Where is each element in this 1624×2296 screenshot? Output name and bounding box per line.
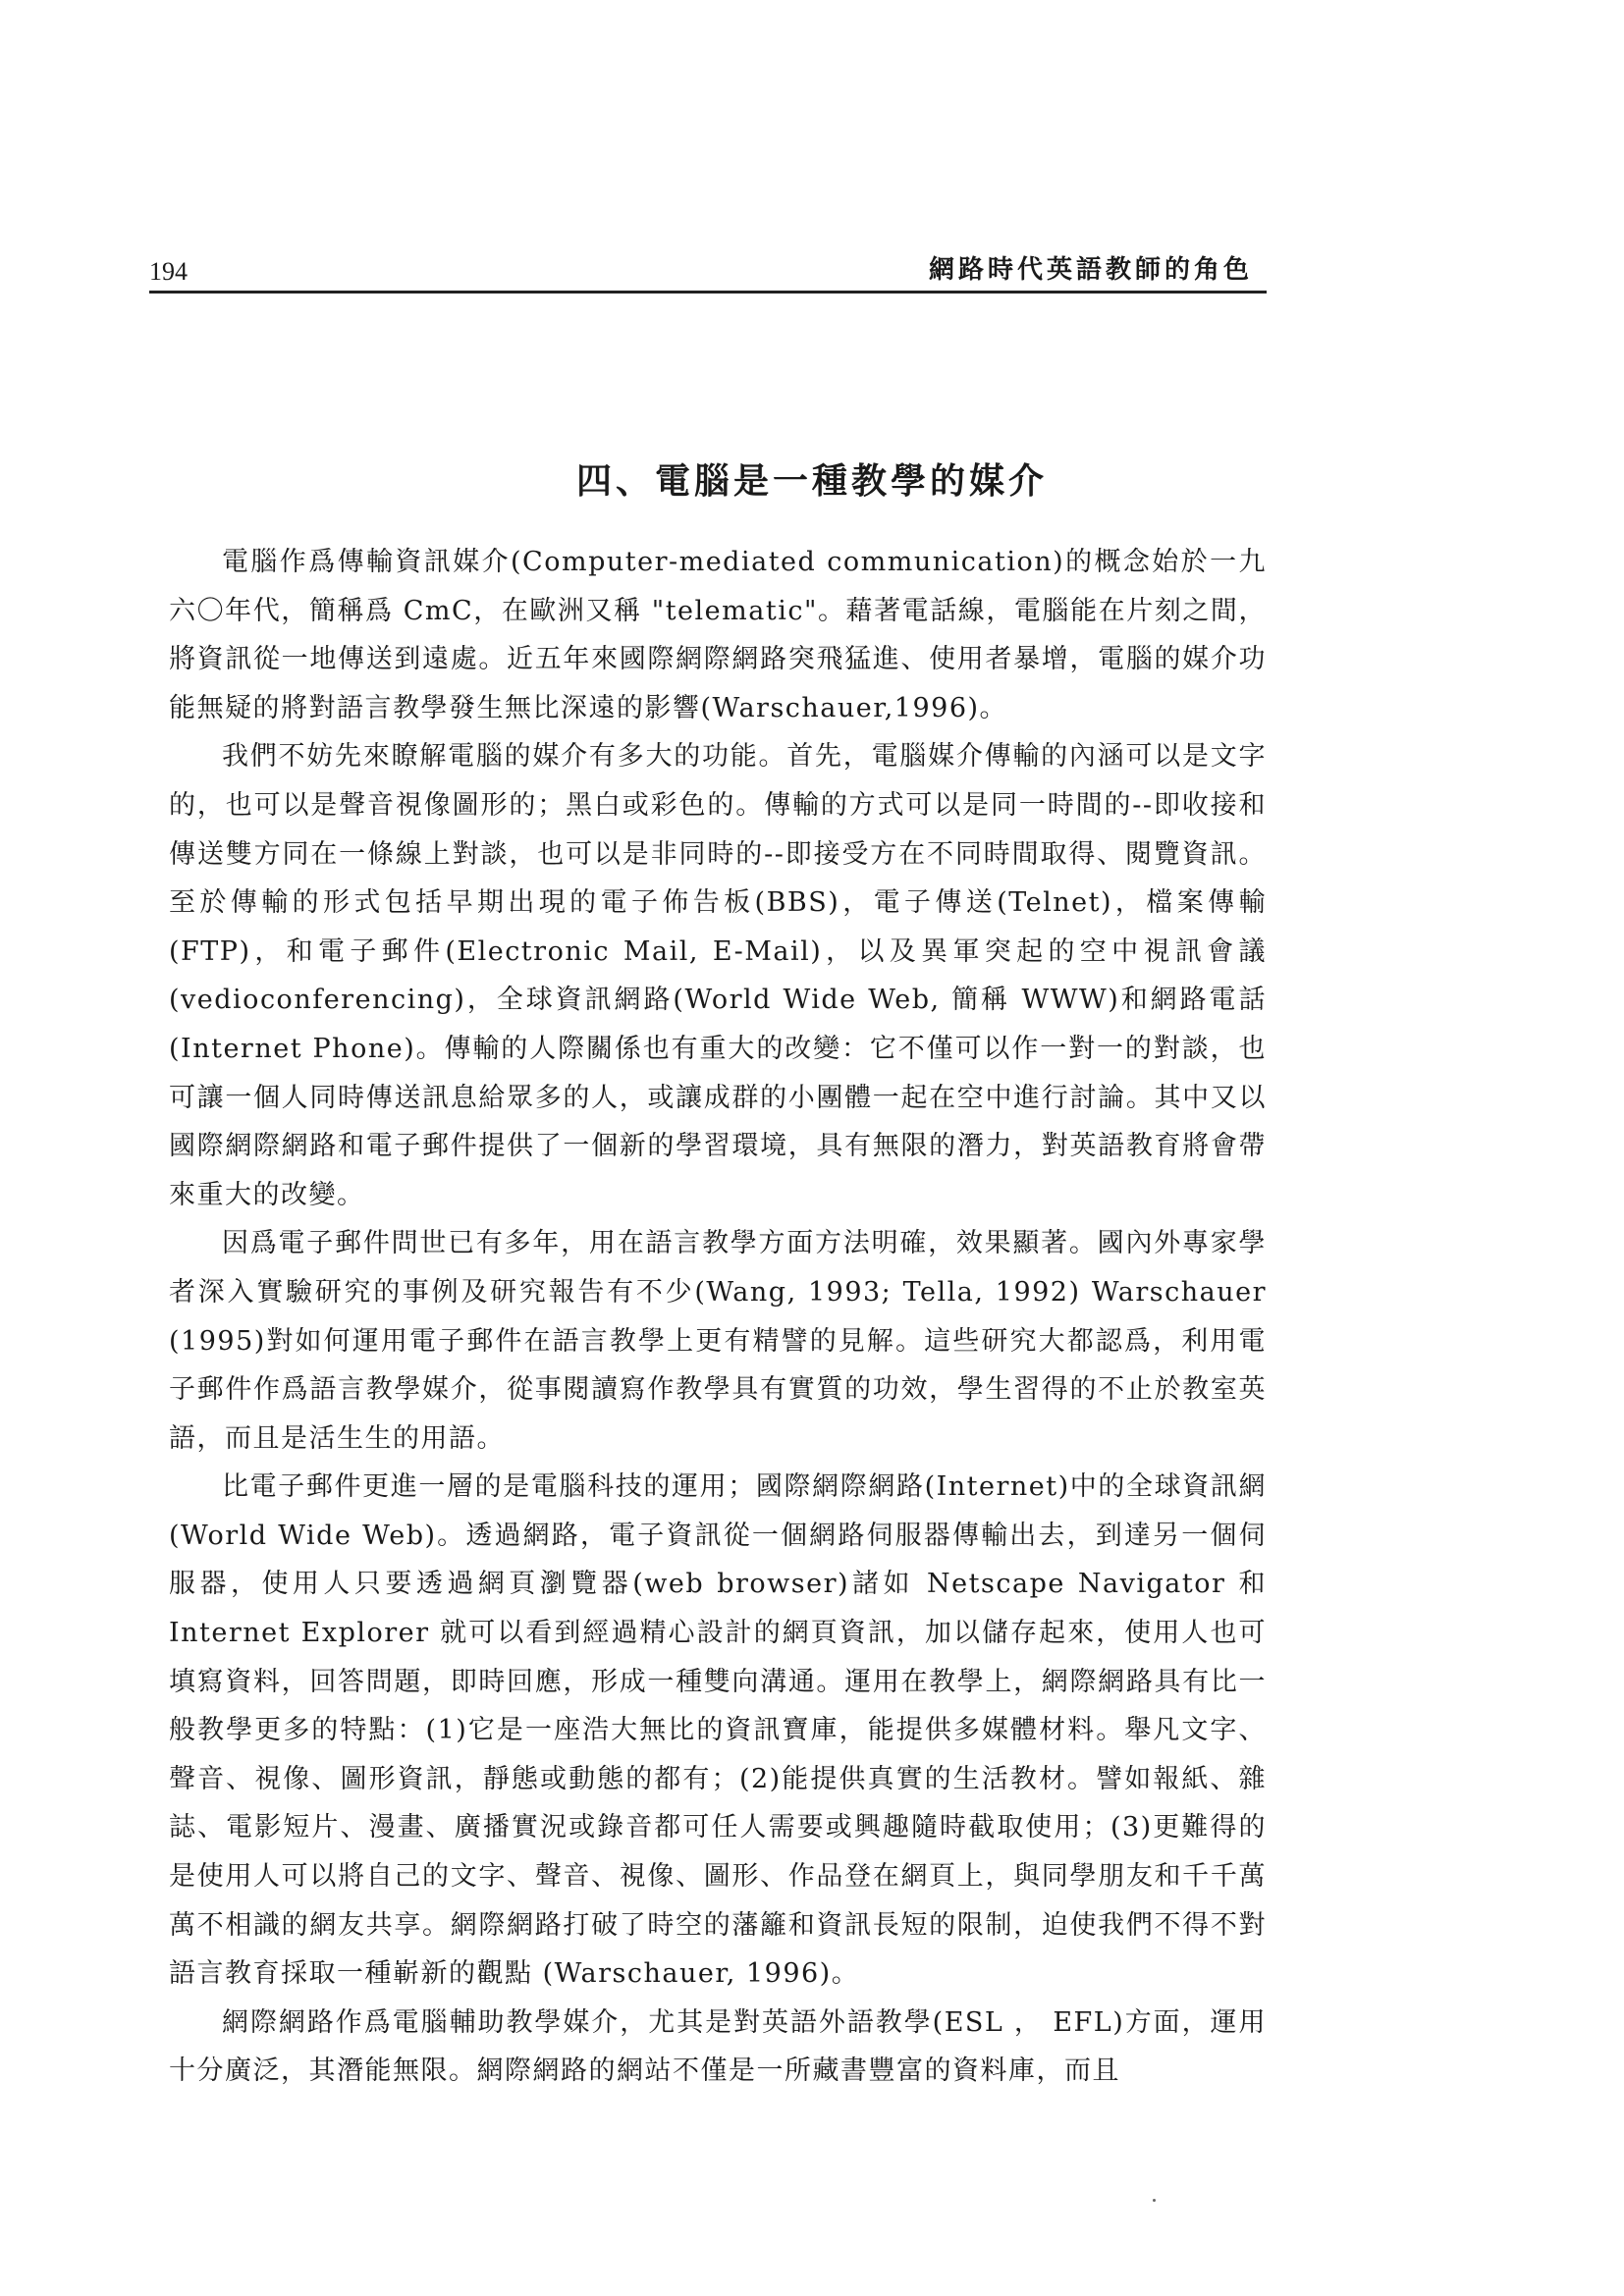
page-number: 194 <box>149 257 188 286</box>
scan-speck <box>1153 2199 1156 2202</box>
paragraph: 我們不妨先來瞭解電腦的媒介有多大的功能。首先，電腦媒介傳輸的內涵可以是文字的，也可以是聲音視像圖形的；黑白或彩色的。傳輸的方式可以是同一時間的--即收接和傳送雙方同在一條線上對談，也可以是非同時的--即接受方在不同時間取得、閱覽資訊。至於傳輸的形式包括早期出現的電子佈告板(BBS)，電子傳送(Telnet)，檔案傳輸(FTP)，和電子郵件(Electronic Mail, E-Mail)，以及異軍突起的空中視訊會議(vedioconferencing)，全球資訊網路(World Wide Web, 簡稱 WWW)和網路電話(Internet Phone)。傳輸的人際關係也有重大的改變：它不僅可以作一對一的對談，也可讓一個人同時傳送訊息給眾多的人，或讓成群的小團體一起在空中進行討論。其中又以國際網際網路和電子郵件提供了一個新的學習環境，具有無限的潛力，對英語教育將會帶來重大的改變。 <box>169 741 1267 1210</box>
paragraph: 因爲電子郵件問世已有多年，用在語言教學方面方法明確，效果顯著。國內外專家學者深入實驗研究的事例及研究報告有不少(Wang, 1993; Tella, 1992) Warschauer (1995)對如何運用電子郵件在語言教學上更有精譬的見解。這些研究大都認爲，利用電子郵件作爲語言教學媒介，從事閱讀寫作教學具有實質的功效，學生習得的不止於教室英語，而且是活生生的用語。 <box>169 1228 1267 1454</box>
body-text <box>169 538 1267 2096</box>
running-header <box>149 245 1267 294</box>
paragraph: 電腦作爲傳輸資訊媒介(Computer-mediated communication)的概念始於一九六〇年代，簡稱爲 CmC，在歐洲又稱 "telematic"。藉著電話線，電腦能在片刻之間，將資訊從一地傳送到遠處。近五年來國際網際網路突飛猛進、使用者暴增，電腦的媒介功能無疑的將對語言教學發生無比深遠的影響(Warschauer,1996)。 <box>169 547 1267 723</box>
paragraph: 比電子郵件更進一層的是電腦科技的運用；國際網際網路(Internet)中的全球資訊網 (World Wide Web)。透過網路，電子資訊從一個網路伺服器傳輸出去，到達另一個伺服器，使用人只要透過網頁瀏覽器(web browser)諸如 Netscape Navigator 和 Internet Explorer 就可以看到經過精心設計的網頁資訊，加以儲存起來，使用人也可填寫資料，回答問題，即時回應，形成一種雙向溝通。運用在教學上，網際網路具有比一般教學更多的特點：(1)它是一座浩大無比的資訊寶庫，能提供多媒體材料。舉凡文字、聲音、視像、圖形資訊，靜態或動態的都有；(2)能提供真實的生活教材。譬如報紙、雜誌、電影短片、漫畫、廣播實況或錄音都可任人需要或興趣隨時截取使用；(3)更難得的是使用人可以將自己的文字、聲音、視像、圖形、作品登在網頁上，與同學朋友和千千萬萬不相識的網友共享。網際網路打破了時空的藩籬和資訊長短的限制，迫使我們不得不對語言教育採取一種嶄新的觀點 (Warschauer, 1996)。 <box>169 1471 1267 1990</box>
paragraph: 網際網路作爲電腦輔助教學媒介，尤其是對英語外語教學(ESL ， EFL)方面，運用十分廣泛，其潛能無限。網際網路的網站不僅是一所藏書豐富的資料庫，而且 <box>169 2006 1267 2087</box>
section-title: 四、電腦是一種教學的媒介 <box>575 461 1048 502</box>
running-title: 網路時代英語教師的角色 <box>928 255 1253 285</box>
